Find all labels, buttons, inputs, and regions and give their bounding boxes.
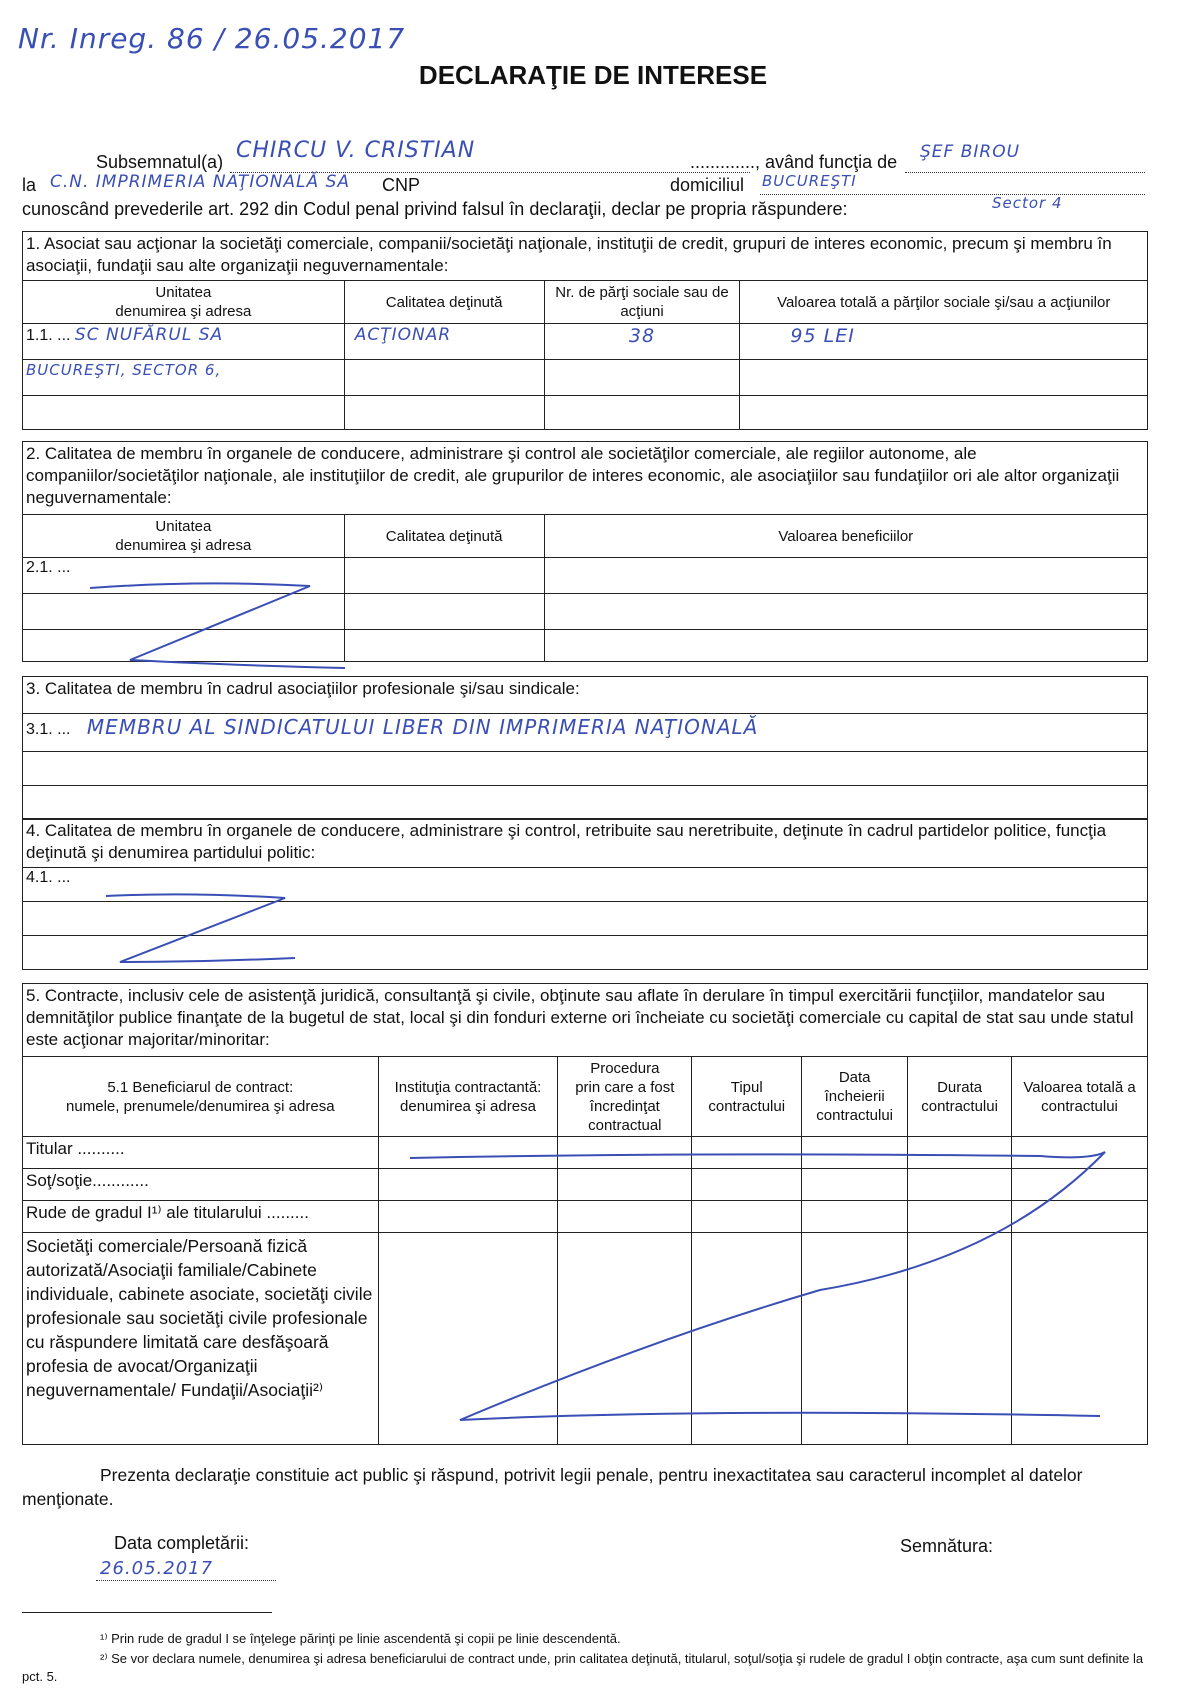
s1-row-unitate (23, 324, 345, 360)
la-label: la (22, 175, 37, 195)
s5-header-institutia: Instituţia contractantă: denumirea şi adresa (378, 1057, 558, 1137)
s3-value: MEMBRU AL SINDICATULUI LIBER DIN IMPRIMERIA NAŢIONALĂ (86, 715, 759, 739)
page-title: DECLARAŢIE DE INTERESE (418, 60, 768, 90)
s2-header-valoare: Valoarea beneficiilor (544, 515, 1147, 558)
s2-header-unitate: Unitatea denumirea şi adresa (23, 515, 345, 558)
functia-underline (905, 172, 1145, 173)
section2-title: 2. Calitatea de membru în organele de conducere, administrare şi control ale societăţilor comerciale, ale regiilor autonome, ale companiilor/societăţilor naţionale, ale instituţiilor de credit, ale grupurilor de interes economic, ale asociaţiilor sau fundaţiilor ori ale altor organizaţii neguvernamentale: (23, 442, 1148, 515)
s1-empty-cell (740, 396, 1148, 430)
s1-row-label: 1.1. ... (26, 327, 71, 344)
s5-row-sot: Soţ/soţie............ (23, 1169, 379, 1201)
s2-empty-cell (544, 594, 1147, 630)
domiciliu-underline (760, 194, 1145, 195)
registration-number: Nr. Inreg. 86 / 26.05.2017 (18, 22, 406, 55)
s2-empty-cell (344, 630, 544, 662)
s1-unitate-value: SC NUFĂRUL SA (74, 325, 224, 345)
section5-title: 5. Contracte, inclusiv cele de asistenţă juridică, consultanţă şi civile, obţinute sau aflate în derulare în timpul exercitării funcţiilor, mandatelor sau demnităţilor publice finanţate de la bugetul de stat, local şi din fonduri externe ori încheiate cu societăţi comerciale cu capital de stat sau unde statul este acţionar majoritar/minoritar: (23, 984, 1148, 1057)
section3-title: 3. Calitatea de membru în cadrul asociaţiilor profesionale şi/sau sindicale: (23, 677, 1148, 714)
closing-statement: Prezenta declaraţie constituie act public şi răspund, potrivit legii penale, pentru inexactitatea sau caracterul incomplet al datelor menţionate. (22, 1465, 1083, 1509)
subsemnatul-label: Subsemnatul(a) (96, 152, 224, 172)
s1-empty-cell (740, 360, 1148, 396)
s2-header-calitate: Calitatea deţinută (344, 515, 544, 558)
s1-empty-cell (544, 360, 740, 396)
s1-header-valoare: Valoarea totală a părţilor sociale şi/sau a acţiunilor (740, 281, 1148, 324)
s1-empty-cell (544, 396, 740, 430)
s5-header-beneficiar: 5.1 Beneficiarul de contract: numele, prenumele/denumirea şi adresa (23, 1057, 379, 1137)
data-completarii-label: Data completării: (114, 1533, 250, 1553)
s1-valoare-value: 95 LEI (740, 324, 1148, 360)
s1-header-calitate: Calitatea deţinută (344, 281, 544, 324)
data-underline (96, 1580, 276, 1581)
s1-header-unitate: Unitatea denumirea şi adresa (23, 281, 345, 324)
s1-empty-cell (344, 360, 544, 396)
s1-calitate-value: ACŢIONAR (344, 324, 544, 360)
s3-row (23, 714, 1148, 752)
cunoscand-text: cunoscând prevederile art. 292 din Codul penal privind falsul în declaraţii, declar pe propria răspundere: (22, 199, 848, 219)
section1-table (22, 231, 1148, 430)
footnote-divider (22, 1612, 272, 1613)
data-completarii-value: 26.05.2017 (100, 1558, 214, 1579)
s1-empty-cell (23, 396, 345, 430)
functia-label: ............., având funcţia de (690, 152, 898, 172)
footnote-1: ¹⁾ Prin rude de gradul I se înţelege părinţi pe linie ascendentă şi copii pe linie descendentă. (100, 1631, 621, 1646)
s3-empty-cell (23, 752, 1148, 786)
s5-header-data: Data încheierii contractului (802, 1057, 908, 1137)
s5-row-societati: Societăţi comerciale/Persoană fizică autorizată/Asociaţii familiale/Cabinete individuale, cabinete asociate, societăţi civile profesionale sau societăţi civile profesionale cu răspundere limitată care desfăşoară profesia de avocat/Organizaţii neguvernamentale/ Fundaţii/Asociaţii²⁾ (23, 1233, 379, 1445)
s3-row-label: 3.1. ... (26, 721, 71, 738)
s1-nr-value: 38 (544, 324, 740, 360)
semnatura-label: Semnătura: (900, 1536, 994, 1556)
s2-empty-cell (344, 558, 544, 594)
s5-header-procedura: Procedura prin care a fost încredinţat contractual (558, 1057, 692, 1137)
s5-header-valoare: Valoarea totală a contractului (1012, 1057, 1148, 1137)
s4-row-label: 4.1. ... (23, 868, 1148, 902)
footnote-2: ²⁾ Se vor declara numele, denumirea şi adresa beneficiarului de contract unde, prin calitatea deţinută, titularul, soţul/soţia şi rudele de gradul I obţin contracte, aşa cum sunt definite la pct. 5. (22, 1651, 1144, 1684)
s1-adresa-value: BUCUREŞTI, SECTOR 6, (23, 360, 345, 396)
sector-value: Sector 4 (992, 194, 1063, 212)
s2-empty-cell (544, 630, 1147, 662)
s1-empty-cell (344, 396, 544, 430)
domiciliu-value: BUCUREŞTI (762, 172, 857, 190)
s4-z-strike-mark (100, 890, 300, 970)
s5-header-durata: Durata contractului (908, 1057, 1012, 1137)
s2-empty-cell (544, 558, 1147, 594)
s5-z-strike-mark (400, 1140, 1120, 1440)
institutia-value: C.N. IMPRIMERIA NAŢIONALĂ SA (50, 172, 350, 192)
s1-header-nr: Nr. de părţi sociale sau de acţiuni (544, 281, 740, 324)
section1-title: 1. Asociat sau acţionar la societăţi comerciale, companii/societăţi naţionale, instituţii de credit, grupuri de interes economic, precum şi membru în asociaţii, fundaţii sau alte organizaţii neguvernamentale: (23, 232, 1148, 281)
s2-row-label: 2.1. ... (23, 558, 345, 594)
section3-table (22, 676, 1148, 820)
s2-z-strike-mark (80, 578, 360, 673)
declarant-name: CHIRCU V. CRISTIAN (236, 138, 476, 163)
functia-value: ŞEF BIROU (920, 142, 1021, 162)
cnp-label: CNP (382, 175, 421, 195)
s5-header-tipul: Tipul contractului (692, 1057, 802, 1137)
section4-title: 4. Calitatea de membru în organele de conducere, administrare şi control, retribuite sau neretribuite, deţinute în cadrul partidelor politice, funcţia deţinută şi denumirea partidului politic: (23, 819, 1148, 868)
s5-row-rude: Rude de gradul I¹⁾ ale titularului ......... (23, 1201, 379, 1233)
s3-empty-cell (23, 786, 1148, 820)
s5-row-titular: Titular .......... (23, 1137, 379, 1169)
domiciliul-label: domiciliul (670, 175, 745, 195)
s2-empty-cell (344, 594, 544, 630)
